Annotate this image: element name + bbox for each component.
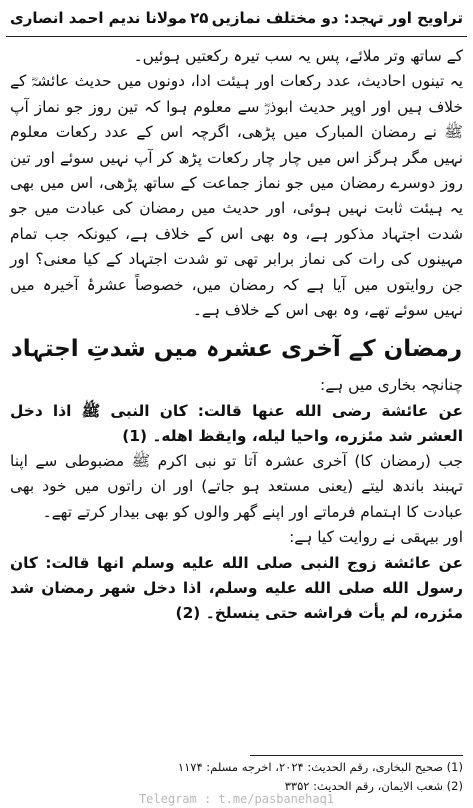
footnotes	[80, 758, 463, 796]
arabic-hadith-2: عن عائشة زوج النبی صلی الله علیه وسلم انها قالت: کان رسول الله صلی الله علیه وسلم، اذا دخل شهر رمضان شد مئزره، لم یأت فراشه حتی ینسلخ۔ (2)	[10, 553, 463, 622]
header-divider	[6, 36, 467, 37]
author-name: مولانا ندیم احمد انصاری	[10, 9, 187, 27]
paragraph-4: جب (رمضان کا) آخری عشرہ آتا تو نبی اکرم ﷺ مضبوطی سے اپنا تہبند باندھ لیتے (یعنی مستعد ہو جاتے) اور ان راتوں میں خود بھی عبادت کا اہتمام فرماتے اور اپنے گھر والوں کو بھی بیدار کرتے تھے۔	[10, 451, 463, 521]
book-title: تراویح اور تہجد: دو مختلف نمازیں	[211, 9, 463, 27]
page-body	[10, 44, 463, 626]
footnote-2: (2) شعب الایمان، رقم الحدیث: ۳۳۵۲	[284, 779, 463, 793]
paragraph-5: اور بیہقی نے روایت کیا ہے:	[289, 528, 463, 547]
section-heading: رمضان کے آخری عشرہ میں شدتِ اجتہاد	[10, 336, 463, 363]
page-header	[10, 4, 463, 32]
paragraph-1: کے ساتھ وتر ملائے، پس یہ سب تیرہ رکعتیں ہوئیں۔	[133, 47, 463, 65]
footnote-1: (1) صحیح البخاری، رقم الحدیث: ۲۰۲۴، اخرجه مسلم: ۱۱۷۴	[177, 760, 463, 774]
footnote-divider	[250, 755, 463, 756]
page-number: ۲۵	[190, 9, 209, 27]
paragraph-3: چنانچہ بخاری میں ہے:	[320, 376, 463, 395]
telegram-watermark: Telegram : t.me/pasbanehaq1	[138, 792, 335, 806]
arabic-hadith-1: عن عائشة رضی الله عنها قالت: کان النبی ﷺ اذا دخل العشر شد مئزره، واحیا لیله، وایقظ اهله۔ (1)	[10, 401, 463, 445]
paragraph-2: یہ تینوں احادیث، عدد رکعات اور ہیئت ادا، دونوں میں حدیث عائشہؓ کے خلاف ہیں اور اوپر حدیث ابوذرؓ سے معلوم ہوا کہ تین روز جو نماز آپ ﷺ نے رمضان المبارک میں پڑھی، اگرچہ اس کے عدد رکعات معلوم نہیں مگر ہرگز اس میں چار چار رکعات پڑھ کر آپ نہیں سوئے اور تین روز دوسرے رمضان میں جو نماز جماعت کے ساتھ پڑھی، اس میں بھی یہ ہیئت ثابت نہیں ہوئی، اور حدیث میں رمضان کی عبادت میں جو شدت اجتہاد مذکور ہے، وہ بھی اس کے خلاف ہے، کیونکہ جب تمام مہینوں کی رات کی نماز برابر تھی تو شدت اجتہاد کے کیا معنی؟ اور جن روایتوں میں آیا ہے کہ رمضان میں، خصوصاً عشرۂ آخیرہ میں نہیں سوئے تھے، وہ بھی اس کے خلاف ہے۔	[10, 72, 463, 320]
